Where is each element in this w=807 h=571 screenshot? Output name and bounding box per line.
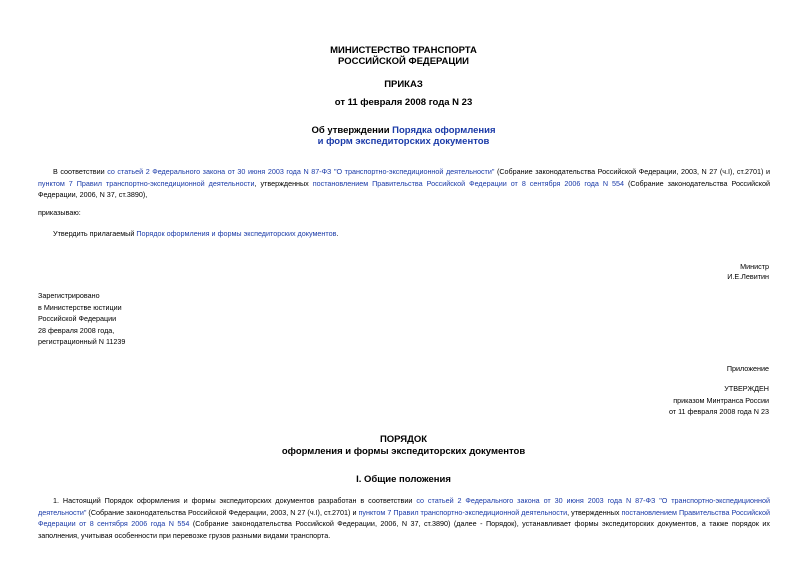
point1-text-1: 1. Настоящий Порядок оформления и формы экспедиторских документов разработан в соответствии: [53, 496, 417, 505]
registration-line1: Зарегистрировано: [38, 291, 100, 300]
registration-line2: в Министерстве юстиции: [38, 302, 122, 312]
approved-date: от 11 февраля 2008 года N 23: [668, 407, 769, 416]
appendix-label: Приложение: [726, 364, 769, 373]
approve-text-2: .: [336, 229, 339, 238]
registration-block: [38, 290, 125, 348]
point1-rules-point7-link[interactable]: пунктом 7 Правил транспортно-экспедиционной деятельности: [358, 507, 568, 517]
registration-line5: регистрационный N 11239: [38, 337, 126, 346]
preamble-paragraph: [38, 166, 770, 201]
subject-link-line1[interactable]: Порядка оформления: [392, 125, 496, 136]
point-1-paragraph: [38, 495, 770, 541]
ministry-line1: МИНИСТЕРСТВО ТРАНСПОРТА: [330, 45, 477, 56]
procedure-subtitle: оформления и формы экспедиторских документов: [281, 446, 526, 457]
registration-line3: Российской Федерации: [38, 314, 117, 323]
point1-text-4: (Собрание законодательства Российской Федерации, 2006, N 37, ст.3890) (далее - Порядок), устанавливает формы экспедиторских документов, а также порядок их заполнения, учитывая особенности при перевозке грузов разными видами транспорта.: [38, 519, 770, 540]
order-word: ПРИКАЗ: [384, 79, 423, 90]
approved-by-order: приказом Минтранса России: [673, 395, 769, 405]
subject-prefix: Об утверждении: [311, 125, 393, 136]
government-decree-554-link[interactable]: постановлением Правительства Российской Федерации от 8 сентября 2006 года N 554: [312, 178, 624, 188]
point1-law-87fz-link[interactable]: со статьей 2 Федерального закона от 30 июня 2003 года N 87-ФЗ "О транспортно-экспедиционной деятельности": [38, 496, 770, 517]
law-87fz-link[interactable]: со статьей 2 Федерального закона от 30 июня 2003 года N 87-ФЗ "О транспортно-экспедиционной деятельности": [107, 167, 495, 176]
procedure-title: ПОРЯДОК: [379, 434, 428, 445]
minister-title: Министр: [740, 262, 769, 271]
point1-text-3: , утвержденных: [567, 507, 622, 517]
preamble-text-1: В соответствии: [53, 167, 108, 176]
ministry-line2: РОССИЙСКОЙ ФЕДЕРАЦИИ: [337, 56, 469, 67]
approved-word: УТВЕРЖДЕН: [724, 384, 769, 393]
preamble-text-4: (Собрание законодательства Российской Федерации, 2006, N 37, ст.3890),: [38, 178, 770, 199]
point1-government-decree-554-link[interactable]: постановлением Правительства Российской Федерации от 8 сентября 2006 года N 554: [38, 507, 771, 528]
preamble-text-2: (Собрание законодательства Российской Федерации, 2003, N 27 (ч.I), ст.2701) и: [494, 167, 770, 176]
ministry-heading: [0, 45, 807, 67]
section-1-heading: I. Общие положения: [356, 474, 451, 485]
approve-text-1: Утвердить прилагаемый: [53, 229, 137, 238]
minister-name: И.Е.Левитин: [727, 272, 769, 281]
order-date: от 11 февраля 2008 года N 23: [334, 97, 473, 108]
order-line: приказываю:: [38, 208, 81, 217]
point1-text-2: (Собрание законодательства Российской Федерации, 2003, N 27 (ч.I), ст.2701) и: [86, 507, 359, 517]
approval-block: [600, 383, 769, 418]
approve-paragraph: [53, 228, 338, 240]
preamble-text-3: , утвержденных: [254, 178, 313, 188]
registration-line4: 28 февраля 2008 года,: [38, 325, 115, 335]
order-subject: [0, 125, 807, 147]
rules-point7-link[interactable]: пунктом 7 Правил транспортно-экспедиционной деятельности: [38, 178, 255, 188]
subject-link-line2[interactable]: и форм экспедиторских документов: [317, 136, 490, 147]
procedure-link[interactable]: Порядок оформления и формы экспедиторских документов: [136, 229, 337, 238]
